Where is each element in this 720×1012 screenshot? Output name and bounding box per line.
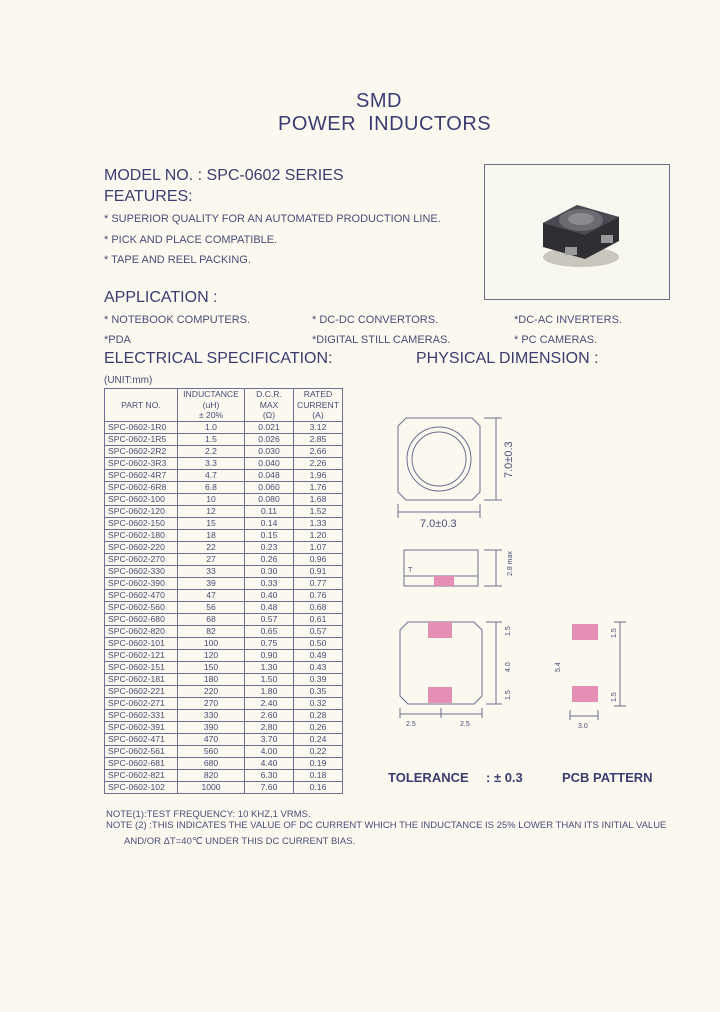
dcr-cell: 3.70 (245, 733, 294, 745)
part-number-cell: SPC-0602-821 (105, 769, 178, 781)
part-number-cell: SPC-0602-221 (105, 685, 178, 697)
table-row (105, 457, 343, 469)
table-row (105, 673, 343, 685)
part-number-cell: SPC-0602-180 (105, 529, 178, 541)
part-number-cell: SPC-0602-271 (105, 697, 178, 709)
part-number-cell: SPC-0602-3R3 (105, 457, 178, 469)
table-row (105, 481, 343, 493)
pcb-dimension-w: 3.0 (578, 723, 588, 730)
part-number-cell: SPC-0602-150 (105, 517, 178, 529)
side-mark: T (408, 567, 413, 574)
part-number-cell: SPC-0602-1R5 (105, 433, 178, 445)
part-number-cell: SPC-0602-181 (105, 673, 178, 685)
part-number-cell: SPC-0602-680 (105, 613, 178, 625)
top-view-circle (407, 427, 471, 491)
dcr-cell: 2.60 (245, 709, 294, 721)
current-cell: 0.77 (294, 577, 343, 589)
dcr-cell: 1.50 (245, 673, 294, 685)
dcr-cell: 2.40 (245, 697, 294, 709)
dcr-cell: 1.30 (245, 661, 294, 673)
table-row (105, 493, 343, 505)
dcr-cell: 0.23 (245, 541, 294, 553)
part-number-cell: SPC-0602-151 (105, 661, 178, 673)
dcr-cell: 0.048 (245, 469, 294, 481)
current-cell: 0.39 (294, 673, 343, 685)
inductance-cell: 390 (178, 721, 245, 733)
current-cell: 1.68 (294, 493, 343, 505)
current-cell: 0.96 (294, 553, 343, 565)
table-row (105, 445, 343, 457)
current-cell: 1.20 (294, 529, 343, 541)
current-cell: 0.50 (294, 637, 343, 649)
header-smd: SMD (356, 90, 402, 112)
physical-heading: PHYSICAL DIMENSION : (416, 350, 599, 367)
current-cell: 0.49 (294, 649, 343, 661)
application-item: *DC-AC INVERTERS. (514, 314, 622, 326)
product-photo (484, 164, 670, 300)
inductor-photo-icon (485, 165, 669, 299)
part-number-cell: SPC-0602-471 (105, 733, 178, 745)
header-inductance (178, 389, 245, 422)
application-item: * PC CAMERAS. (514, 334, 598, 346)
features-heading: FEATURES: (104, 188, 193, 205)
current-cell: 0.57 (294, 625, 343, 637)
inductance-cell: 82 (178, 625, 245, 637)
feature-item: * SUPERIOR QUALITY FOR AN AUTOMATED PRODUCTION LINE. (104, 213, 441, 225)
current-cell: 0.68 (294, 601, 343, 613)
dcr-cell: 0.26 (245, 553, 294, 565)
pcb-dimension-h3: 1.5 (611, 692, 618, 702)
note-1: NOTE(1):TEST FREQUENCY: 10 KHZ,1 VRMS. (106, 809, 311, 820)
table-row (105, 553, 343, 565)
pcb-pad-bottom (572, 686, 598, 702)
inductance-cell: 68 (178, 613, 245, 625)
bottom-pad-bottom (428, 687, 452, 703)
table-row (105, 625, 343, 637)
table-row (105, 589, 343, 601)
table-row (105, 541, 343, 553)
table-row (105, 421, 343, 433)
part-number-cell: SPC-0602-681 (105, 757, 178, 769)
part-number-cell: SPC-0602-270 (105, 553, 178, 565)
inductance-cell: 10 (178, 493, 245, 505)
pcb-pattern-label: PCB PATTERN (562, 770, 653, 785)
dcr-cell: 7.60 (245, 781, 294, 793)
current-cell: 0.24 (294, 733, 343, 745)
header-line: (uH) (202, 399, 220, 410)
side-pad (434, 576, 454, 586)
current-cell: 2.66 (294, 445, 343, 457)
dcr-cell: 6.30 (245, 769, 294, 781)
header-line: CURRENT (296, 399, 339, 410)
part-number-cell: SPC-0602-330 (105, 565, 178, 577)
dcr-cell: 0.33 (245, 577, 294, 589)
inductance-cell: 150 (178, 661, 245, 673)
part-number-cell: SPC-0602-4R7 (105, 469, 178, 481)
part-number-cell: SPC-0602-331 (105, 709, 178, 721)
dcr-cell: 0.030 (245, 445, 294, 457)
inductance-cell: 100 (178, 637, 245, 649)
inductance-cell: 1000 (178, 781, 245, 793)
inductance-cell: 47 (178, 589, 245, 601)
pad-dimension-vert3: 1.5 (505, 690, 512, 700)
table-row (105, 505, 343, 517)
current-cell: 0.28 (294, 709, 343, 721)
table-row (105, 577, 343, 589)
table-row (105, 649, 343, 661)
inductance-cell: 12 (178, 505, 245, 517)
inductance-cell: 470 (178, 733, 245, 745)
header-power-inductors: POWER INDUCTORS (278, 113, 492, 135)
part-number-cell: SPC-0602-390 (105, 577, 178, 589)
dcr-cell: 0.026 (245, 433, 294, 445)
current-cell: 2.85 (294, 433, 343, 445)
dcr-cell: 0.90 (245, 649, 294, 661)
part-number-cell: SPC-0602-560 (105, 601, 178, 613)
inductance-cell: 560 (178, 745, 245, 757)
header-dcr (245, 389, 294, 422)
table-row (105, 469, 343, 481)
header-line: D.C.R. (256, 389, 282, 399)
part-number-cell: SPC-0602-121 (105, 649, 178, 661)
table-row (105, 637, 343, 649)
part-number-cell: SPC-0602-1R0 (105, 421, 178, 433)
table-row (105, 565, 343, 577)
pad-dimension-left: 2.5 (406, 721, 416, 728)
inductance-cell: 820 (178, 769, 245, 781)
part-number-cell: SPC-0602-2R2 (105, 445, 178, 457)
table-row (105, 757, 343, 769)
pcb-pad-top (572, 624, 598, 640)
current-cell: 1.52 (294, 505, 343, 517)
part-number-cell: SPC-0602-101 (105, 637, 178, 649)
table-row (105, 613, 343, 625)
pcb-dimension-h2: 5.4 (555, 662, 562, 672)
feature-item: * TAPE AND REEL PACKING. (104, 254, 251, 266)
header-part-no: PART NO. (105, 389, 178, 422)
current-cell: 0.61 (294, 613, 343, 625)
dcr-cell: 2.80 (245, 721, 294, 733)
unit-label: (UNIT:mm) (104, 375, 153, 386)
inductance-cell: 15 (178, 517, 245, 529)
side-dimension: 2.8 max (507, 551, 514, 576)
inductance-cell: 27 (178, 553, 245, 565)
inductance-cell: 120 (178, 649, 245, 661)
note-2: NOTE (2) :THIS INDICATES THE VALUE OF DC CURRENT WHICH THE INDUCTANCE IS 25% LOWER THAN ITS INITIAL VALUE (106, 820, 667, 831)
dcr-cell: 0.15 (245, 529, 294, 541)
table-row (105, 769, 343, 781)
dcr-cell: 4.40 (245, 757, 294, 769)
dcr-cell: 0.080 (245, 493, 294, 505)
current-cell: 0.43 (294, 661, 343, 673)
dcr-cell: 0.40 (245, 589, 294, 601)
pcb-dimension-h1: 1.5 (611, 628, 618, 638)
dimension-drawing (380, 400, 700, 730)
current-cell: 2.26 (294, 457, 343, 469)
tolerance-value: : ± 0.3 (486, 770, 523, 785)
table-row (105, 685, 343, 697)
table-row (105, 709, 343, 721)
table-row (105, 433, 343, 445)
part-number-cell: SPC-0602-391 (105, 721, 178, 733)
current-cell: 0.16 (294, 781, 343, 793)
part-number-cell: SPC-0602-102 (105, 781, 178, 793)
dcr-cell: 1.80 (245, 685, 294, 697)
inductance-cell: 6.8 (178, 481, 245, 493)
electrical-heading: ELECTRICAL SPECIFICATION: (104, 350, 333, 367)
current-cell: 1.07 (294, 541, 343, 553)
table-row (105, 697, 343, 709)
feature-item: * PICK AND PLACE COMPATIBLE. (104, 234, 278, 246)
spec-table-body (105, 421, 343, 793)
inductance-cell: 180 (178, 673, 245, 685)
application-item: * DC-DC CONVERTORS. (312, 314, 439, 326)
part-number-cell: SPC-0602-220 (105, 541, 178, 553)
table-row (105, 733, 343, 745)
height-dimension: 7.0±0.3 (503, 441, 515, 478)
dcr-cell: 0.57 (245, 613, 294, 625)
dcr-cell: 0.75 (245, 637, 294, 649)
header-line: (A) (312, 410, 324, 420)
dcr-cell: 0.040 (245, 457, 294, 469)
header-line: RATED (303, 389, 333, 399)
current-cell: 0.22 (294, 745, 343, 757)
part-number-cell: SPC-0602-470 (105, 589, 178, 601)
table-row (105, 529, 343, 541)
inductance-cell: 680 (178, 757, 245, 769)
inductance-cell: 1.0 (178, 421, 245, 433)
header-line: MAX (259, 399, 279, 410)
table-header-row (105, 389, 343, 422)
inductance-cell: 22 (178, 541, 245, 553)
header-line: (Ω) (262, 410, 276, 420)
inductance-cell: 220 (178, 685, 245, 697)
application-heading: APPLICATION : (104, 289, 218, 306)
header-rated-current (294, 389, 343, 422)
table-row (105, 745, 343, 757)
inductance-cell: 18 (178, 529, 245, 541)
application-item: *DIGITAL STILL CAMERAS. (312, 334, 451, 346)
pad-dimension-vert1: 1.5 (505, 626, 512, 636)
table-row (105, 517, 343, 529)
part-number-cell: SPC-0602-561 (105, 745, 178, 757)
table-row (105, 601, 343, 613)
inductance-cell: 330 (178, 709, 245, 721)
current-cell: 0.18 (294, 769, 343, 781)
application-item: *PDA (104, 334, 131, 346)
inductance-cell: 3.3 (178, 457, 245, 469)
width-dimension: 7.0±0.3 (420, 518, 457, 530)
part-number-cell: SPC-0602-100 (105, 493, 178, 505)
model-number: MODEL NO. : SPC-0602 SERIES (104, 167, 344, 184)
inductance-cell: 4.7 (178, 469, 245, 481)
current-cell: 1.76 (294, 481, 343, 493)
dcr-cell: 0.11 (245, 505, 294, 517)
table-row (105, 721, 343, 733)
pad-dimension-right: 2.5 (460, 721, 470, 728)
current-cell: 0.19 (294, 757, 343, 769)
dcr-cell: 0.021 (245, 421, 294, 433)
dcr-cell: 0.30 (245, 565, 294, 577)
bottom-pad-top (428, 622, 452, 638)
dcr-cell: 0.48 (245, 601, 294, 613)
inductance-cell: 1.5 (178, 433, 245, 445)
current-cell: 0.76 (294, 589, 343, 601)
table-row (105, 661, 343, 673)
inductance-cell: 33 (178, 565, 245, 577)
header-line: ± 20% (198, 410, 224, 420)
current-cell: 1.33 (294, 517, 343, 529)
dcr-cell: 0.14 (245, 517, 294, 529)
top-view-inner-circle (412, 432, 466, 486)
current-cell: 3.12 (294, 421, 343, 433)
tolerance-label: TOLERANCE (388, 770, 469, 785)
spec-table (104, 388, 343, 794)
part-number-cell: SPC-0602-6R8 (105, 481, 178, 493)
current-cell: 0.32 (294, 697, 343, 709)
application-item: * NOTEBOOK COMPUTERS. (104, 314, 251, 326)
note-3: AND/OR ΔT=40℃ UNDER THIS DC CURRENT BIAS. (124, 836, 356, 847)
pad-dimension-vert2: 4.0 (505, 662, 512, 672)
inductance-cell: 2.2 (178, 445, 245, 457)
dcr-cell: 0.060 (245, 481, 294, 493)
current-cell: 1.96 (294, 469, 343, 481)
current-cell: 0.91 (294, 565, 343, 577)
inductance-cell: 39 (178, 577, 245, 589)
top-view-outline (398, 418, 480, 500)
current-cell: 0.26 (294, 721, 343, 733)
inductance-cell: 56 (178, 601, 245, 613)
header-line: INDUCTANCE (183, 389, 239, 399)
current-cell: 0.35 (294, 685, 343, 697)
part-number-cell: SPC-0602-120 (105, 505, 178, 517)
part-number-cell: SPC-0602-820 (105, 625, 178, 637)
dcr-cell: 4.00 (245, 745, 294, 757)
dcr-cell: 0.65 (245, 625, 294, 637)
inductance-cell: 270 (178, 697, 245, 709)
table-row (105, 781, 343, 793)
